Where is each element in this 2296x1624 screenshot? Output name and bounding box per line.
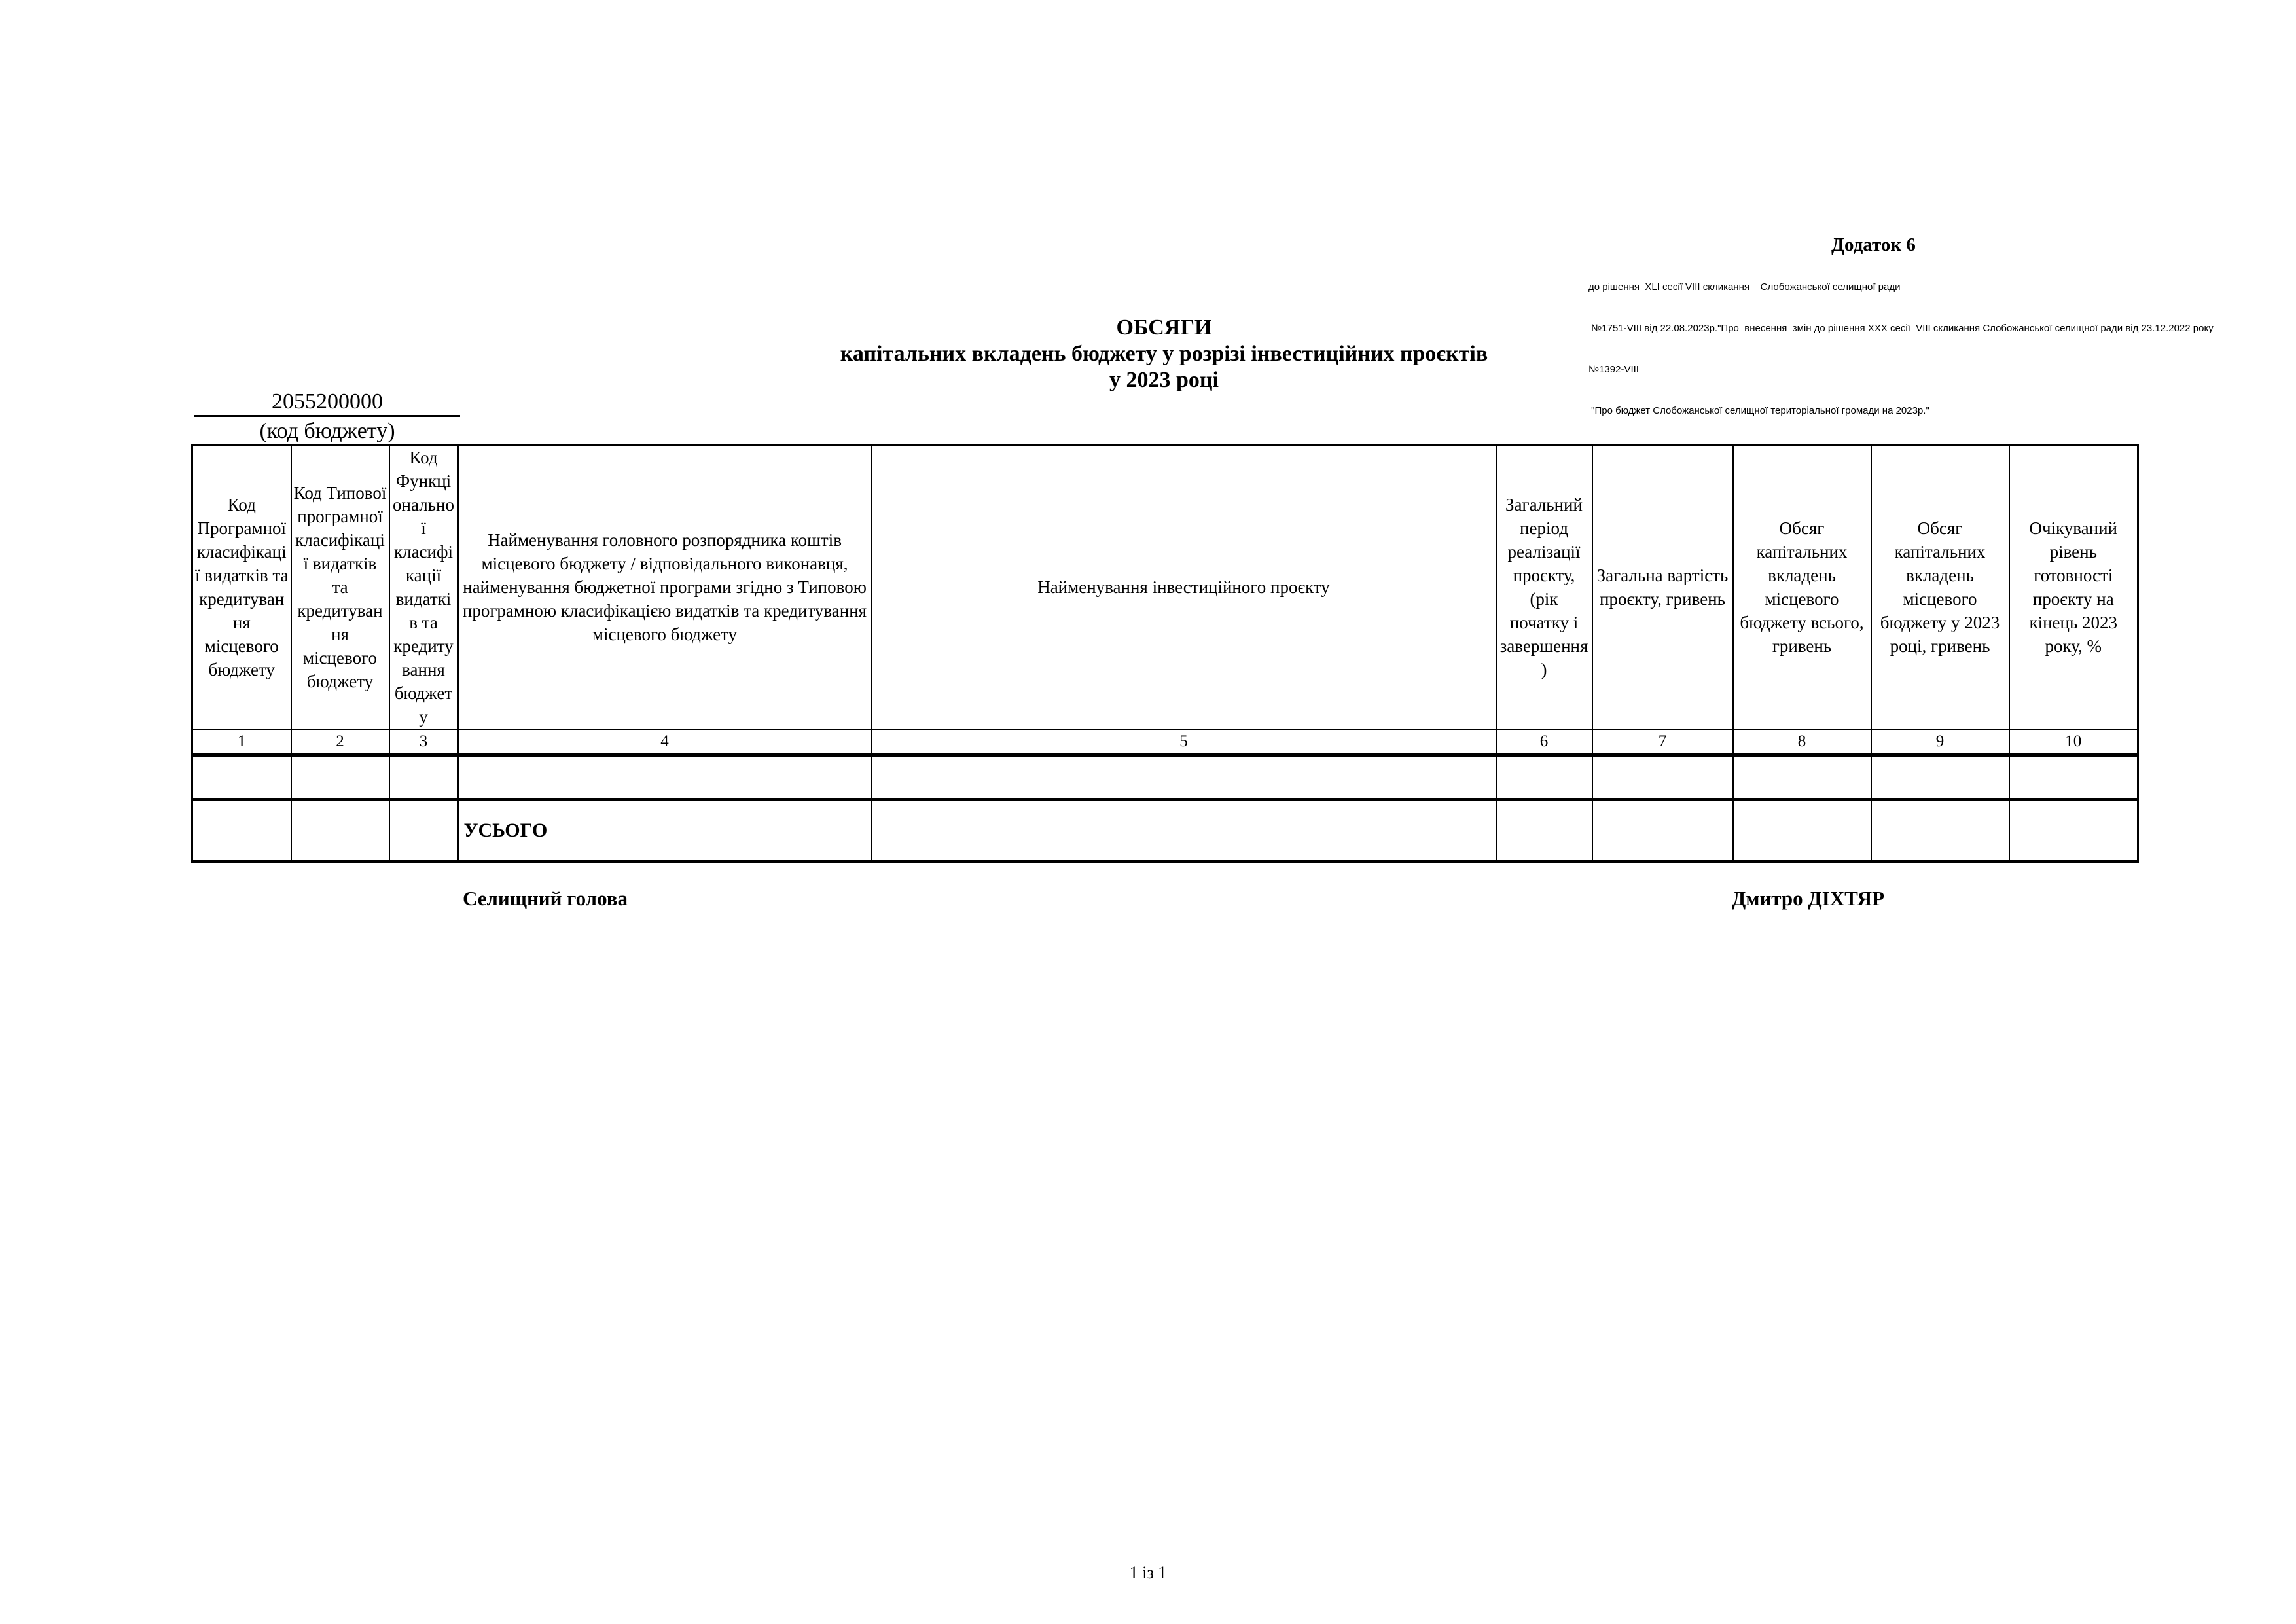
table-cell-empty (1871, 755, 2009, 799)
empty-data-row (192, 755, 2138, 799)
capital-investments-table (191, 444, 2139, 863)
table-cell-empty (1733, 755, 1871, 799)
table-cell-empty (2009, 799, 2138, 861)
header-cell-total-cost: Загальна вартість проєкту, гривень (1592, 445, 1733, 730)
table-cell-empty (389, 755, 458, 799)
table-cell-empty (192, 799, 291, 861)
table-cell-empty (458, 755, 872, 799)
column-number-cell: 5 (872, 729, 1496, 755)
header-cell-typical-program-code: Код Типової програмної класифікації видатків та кредитування місцевого бюджету (291, 445, 389, 730)
header-cell-program-code: Код Програмної класифікації видатків та кредитування місцевого бюджету (192, 445, 291, 730)
header-cell-readiness-level: Очікуваний рівень готовності проєкту на кінець 2023 року, % (2009, 445, 2138, 730)
total-row (192, 799, 2138, 861)
table-cell-empty (1733, 799, 1871, 861)
document-title-line1: ОБСЯГИ (1116, 316, 1212, 340)
header-cell-project-name: Найменування інвестиційного проєкту (872, 445, 1496, 730)
table-cell-empty (1496, 755, 1592, 799)
header-cell-functional-code: Код Функціональної класифікації видатків та кредитування бюджету (389, 445, 458, 730)
table-header-row (192, 445, 2138, 730)
budget-code-caption: (код бюджету) (259, 419, 395, 443)
document-title-line3: у 2023 році (1109, 368, 1219, 392)
signature-name: Дмитро ДІХТЯР (1732, 887, 1884, 910)
appendix-reference-line: №1751-VIII від 22.08.2023р."Про внесення змін до рішення XXX сесії VIII скликання Слобожанської селищної ради від 23.12.2022 року (1588, 323, 2214, 334)
column-number-cell: 6 (1496, 729, 1592, 755)
header-cell-realization-period: Загальний період реалізації проєкту, (рік початку і завершення) (1496, 445, 1592, 730)
column-number-cell: 2 (291, 729, 389, 755)
column-number-cell: 10 (2009, 729, 2138, 755)
total-label-cell: УСЬОГО (458, 799, 872, 861)
column-number-cell: 4 (458, 729, 872, 755)
column-number-cell: 9 (1871, 729, 2009, 755)
table-cell-empty (1496, 799, 1592, 861)
column-number-cell: 8 (1733, 729, 1871, 755)
document-title (191, 315, 2137, 393)
header-cell-capital-investments-total: Обсяг капітальних вкладень місцевого бюджету всього, гривень (1733, 445, 1871, 730)
column-numbers-row (192, 729, 2138, 755)
signature-role: Селищний голова (463, 887, 628, 910)
table-cell-empty (291, 799, 389, 861)
column-number-cell: 1 (192, 729, 291, 755)
table-cell-empty (291, 755, 389, 799)
appendix-reference-line: до рішення XLI сесії VIII скликання Слобожанської селищної ради (1588, 281, 1901, 293)
appendix-title: Додаток 6 (1831, 234, 1916, 255)
table-cell-empty (1592, 799, 1733, 861)
budget-code-value: 2055200000 (194, 389, 460, 417)
document-title-line2: капітальних вкладень бюджету у розрізі інвестиційних проєктів (840, 342, 1488, 366)
appendix-reference-line: "Про бюджет Слобожанської селищної територіальної громади на 2023р." (1588, 405, 1929, 416)
appendix-reference-line: №1392-VIII (1588, 364, 1639, 375)
column-number-cell: 3 (389, 729, 458, 755)
table-cell-empty (872, 799, 1496, 861)
table-cell-empty (872, 755, 1496, 799)
table-cell-empty (2009, 755, 2138, 799)
table-cell-empty (1871, 799, 2009, 861)
header-cell-capital-investments-2023: Обсяг капітальних вкладень місцевого бюджету у 2023 році, гривень (1871, 445, 2009, 730)
table-cell-empty (192, 755, 291, 799)
table-cell-empty (389, 799, 458, 861)
header-cell-main-spender-name: Найменування головного розпорядника коштів місцевого бюджету / відповідального виконавця, найменування бюджетної програми згідно з Типовою програмною класифікацією видатків та кредитування місцевого бюджету (458, 445, 872, 730)
column-number-cell: 7 (1592, 729, 1733, 755)
table-cell-empty (1592, 755, 1733, 799)
page-number: 1 із 1 (1129, 1563, 1167, 1582)
